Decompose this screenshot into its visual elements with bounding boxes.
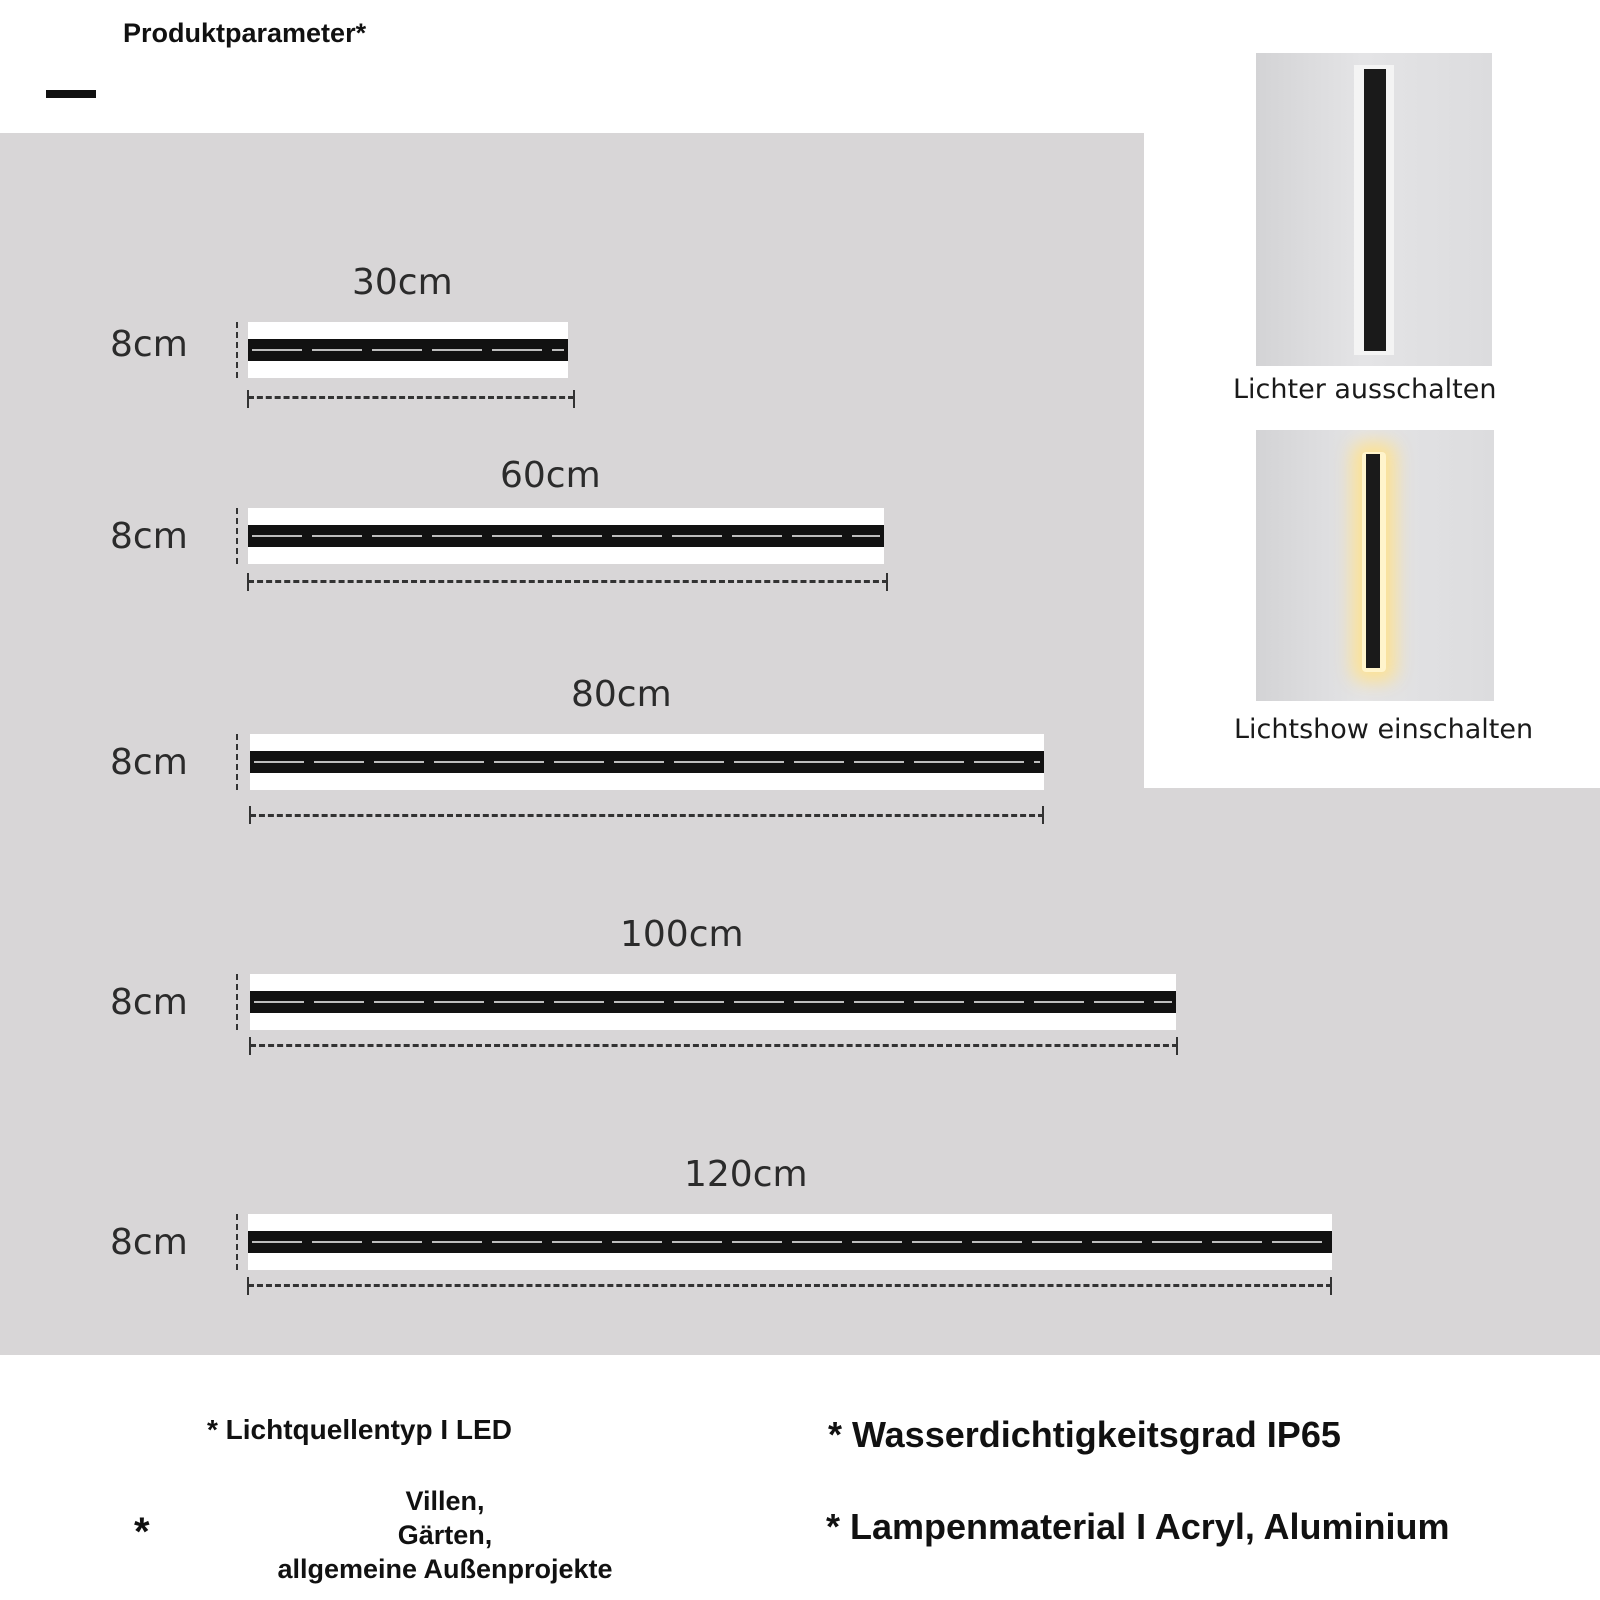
width-label-60: 60cm (500, 455, 601, 496)
spec-application (245, 1484, 645, 1586)
width-dimension-60 (248, 580, 888, 583)
height-label-60: 8cm (110, 516, 188, 557)
lamp-bar-120 (248, 1214, 1332, 1270)
lamp-bar-60 (248, 508, 884, 564)
height-dimension-120 (236, 1214, 238, 1270)
height-label-80: 8cm (110, 742, 188, 783)
width-dimension-80 (250, 814, 1044, 817)
spec-light-source: * Lichtquellentyp I LED (207, 1414, 512, 1445)
title-underline (46, 90, 96, 98)
spec-application-line: Gärten, (397, 1520, 493, 1550)
dimension-tick (1330, 1277, 1332, 1295)
height-dimension-80 (236, 734, 238, 790)
height-label-120: 8cm (110, 1222, 188, 1263)
page-title: Produktparameter* (123, 18, 367, 48)
lamp-off-caption: Lichter ausschalten (1233, 374, 1497, 405)
dimension-tick (1042, 806, 1044, 824)
width-label-120: 120cm (684, 1154, 808, 1195)
height-label-30: 8cm (110, 324, 188, 365)
width-dimension-30 (248, 396, 574, 399)
spec-waterproof: * Wasserdichtigkeitsgrad IP65 (828, 1414, 1341, 1455)
spec-application-line: Villen, (405, 1486, 485, 1516)
lamp-bar-80 (250, 734, 1044, 790)
lamp-bar-30 (248, 322, 568, 378)
width-label-100: 100cm (620, 914, 744, 955)
dimension-tick (249, 806, 251, 824)
width-label-30: 30cm (352, 262, 453, 303)
height-dimension-60 (236, 508, 238, 564)
lamp-on-photo (1256, 430, 1494, 701)
lamp-off-photo (1256, 53, 1492, 366)
spec-application-bullet: * (134, 1510, 150, 1554)
dimension-tick (1176, 1037, 1178, 1055)
width-label-80: 80cm (571, 674, 672, 715)
dimension-tick (573, 390, 575, 408)
lamp-bar-100 (250, 974, 1176, 1030)
height-dimension-100 (236, 974, 238, 1030)
dimension-tick (247, 573, 249, 591)
dimension-tick (249, 1037, 251, 1055)
dimension-tick (247, 1277, 249, 1295)
dimension-tick (886, 573, 888, 591)
width-dimension-120 (248, 1284, 1332, 1287)
spec-application-line: allgemeine Außenprojekte (277, 1554, 613, 1584)
height-dimension-30 (236, 322, 238, 378)
height-label-100: 8cm (110, 982, 188, 1023)
spec-material: * Lampenmaterial I Acryl, Aluminium (826, 1506, 1450, 1547)
width-dimension-100 (250, 1044, 1178, 1047)
lamp-on-caption: Lichtshow einschalten (1234, 714, 1534, 745)
dimension-tick (247, 390, 249, 408)
